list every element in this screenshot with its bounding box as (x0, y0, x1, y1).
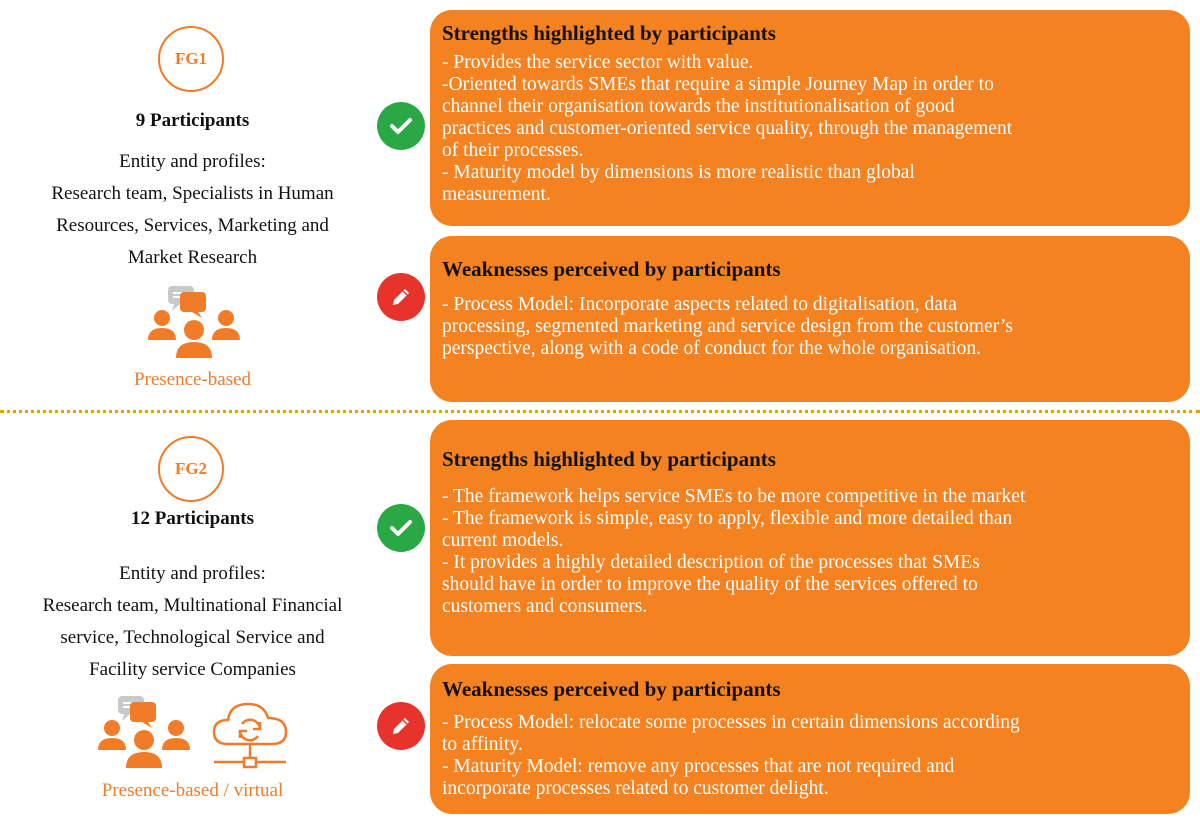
fg2-weakness-line: - Process Model: relocate some processes in certain dimensions according (442, 712, 1020, 733)
check-icon (377, 102, 425, 150)
fg1-profiles (0, 146, 385, 274)
focus-group-2 (0, 416, 1200, 820)
fg2-profiles (0, 558, 385, 686)
fg2-weakness-line: to affinity. (442, 734, 523, 755)
fg1-strengths-text (442, 52, 1178, 206)
fg2-strengths-text (442, 486, 1178, 618)
fg2-strength-line: customers and consumers. (442, 596, 648, 617)
fg2-profiles-line: Research team, Multinational Financial (42, 595, 343, 616)
fg1-weakness-line: - Process Model: Incorporate aspects related to digitalisation, data (442, 294, 957, 315)
fg2-profiles-line: Facility service Companies (89, 659, 296, 680)
fg1-profiles-line: Research team, Specialists in Human (51, 183, 334, 204)
group-divider (0, 410, 1200, 413)
fg2-strength-line: should have in order to improve the quality of the services offered to (442, 574, 978, 595)
fg1-strengths-title: Strengths highlighted by participants (442, 21, 776, 45)
fg1-profiles-line: Market Research (127, 247, 258, 268)
fg1-weaknesses-title: Weaknesses perceived by participants (442, 257, 781, 281)
pencil-icon (377, 702, 425, 750)
pencil-icon (377, 273, 425, 321)
fg1-info-column (0, 0, 385, 408)
fg1-profiles-heading: Entity and profiles: (119, 151, 266, 172)
focus-group-1 (0, 0, 1200, 408)
fg2-profiles-heading: Entity and profiles: (119, 563, 266, 584)
people-group-icon (146, 284, 242, 360)
fg2-weaknesses-title: Weaknesses perceived by participants (442, 677, 781, 701)
fg1-strength-line: - Provides the service sector with value. (442, 52, 754, 73)
fg1-strength-line: of their processes. (442, 140, 584, 161)
fg2-participants: 12 Participants (131, 508, 254, 529)
fg1-strength-line: practices and customer-oriented service quality, through the management (442, 118, 1013, 139)
people-group-icon (96, 694, 192, 770)
fg2-strengths-box (430, 420, 1190, 656)
fg2-strength-line: current models. (442, 530, 564, 551)
fg2-strength-line: - The framework helps service SMEs to be more competitive in the market (442, 486, 1026, 507)
fg1-weaknesses-box (430, 236, 1190, 402)
fg2-info-column (0, 416, 385, 820)
fg1-strength-line: - Maturity model by dimensions is more realistic than global (442, 162, 915, 183)
fg1-weakness-line: processing, segmented marketing and service design from the customer’s (442, 316, 1013, 337)
fg2-weaknesses-text (442, 712, 1178, 800)
fg2-weakness-line: incorporate processes related to customer delight. (442, 778, 829, 799)
fg1-badge: FG1 (158, 26, 224, 92)
fg1-profiles-line: Resources, Services, Marketing and (56, 215, 329, 236)
fg1-strengths-box (430, 10, 1190, 226)
fg2-strength-line: - The framework is simple, easy to apply, flexible and more detailed than (442, 508, 1013, 529)
fg1-strength-line: measurement. (442, 184, 551, 205)
fg2-weakness-line: - Maturity Model: remove any processes that are not required and (442, 756, 955, 777)
fg2-badge: FG2 (158, 436, 224, 502)
fg1-mode-label: Presence-based (133, 369, 252, 390)
fg1-weaknesses-text (442, 294, 1178, 360)
fg2-profiles-line: service, Technological Service and (60, 627, 325, 648)
fg2-strength-line: - It provides a highly detailed description of the processes that SMEs (442, 552, 980, 573)
fg1-strength-line: channel their organisation towards the institutionalisation of good (442, 96, 955, 117)
check-icon (377, 504, 425, 552)
cloud-sync-icon (208, 692, 292, 776)
fg2-weaknesses-box (430, 664, 1190, 814)
fg1-strength-line: -Oriented towards SMEs that require a simple Journey Map in order to (442, 74, 994, 95)
fg1-participants: 9 Participants (135, 110, 250, 131)
fg2-mode-label: Presence-based / virtual (101, 780, 284, 801)
fg2-strengths-title: Strengths highlighted by participants (442, 447, 776, 471)
fg1-weakness-line: perspective, along with a code of conduct for the whole organisation. (442, 338, 981, 359)
